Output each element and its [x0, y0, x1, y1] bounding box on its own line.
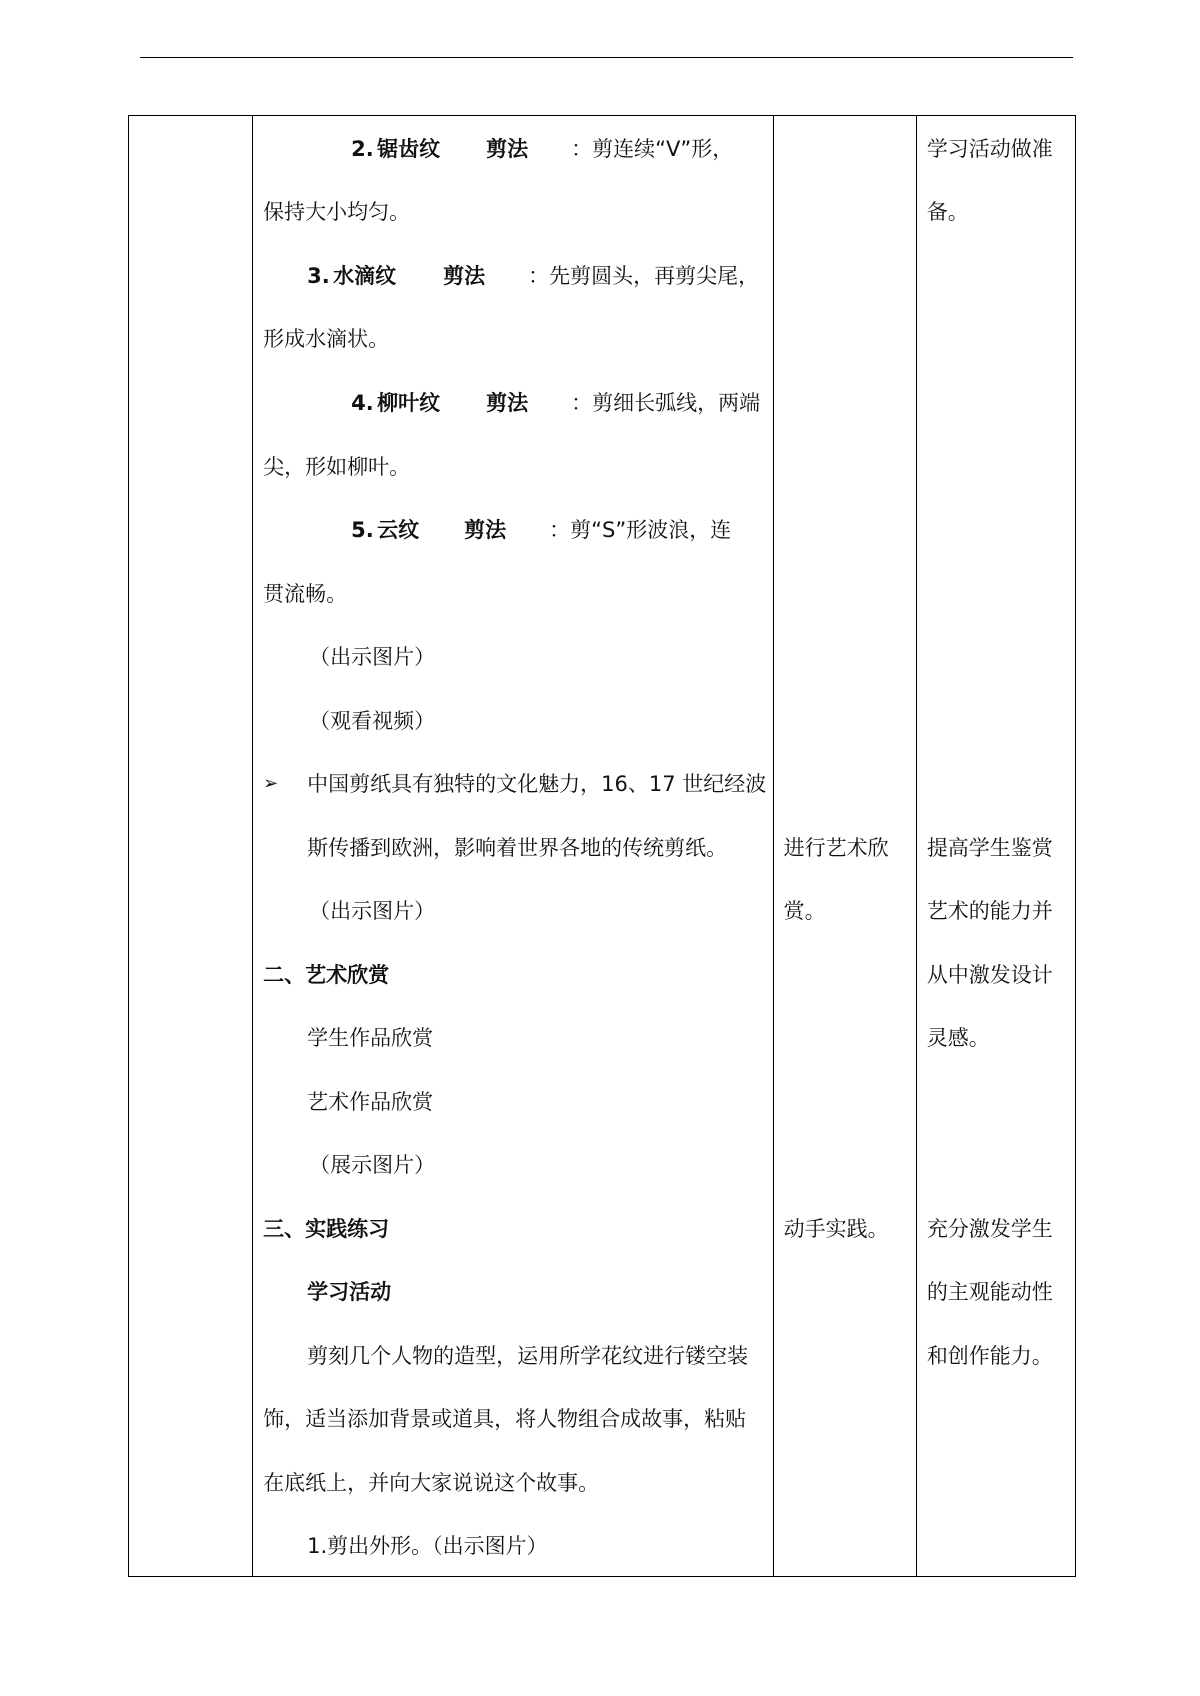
content-line: 贯流畅。	[263, 582, 348, 606]
content-line: 斯传播到欧洲，影响着世界各地的传统剪纸。	[307, 836, 728, 860]
cut-method-label: 剪法	[443, 264, 486, 288]
intent-line: 学习活动做准	[926, 137, 1053, 161]
pattern-name: 锯齿纹	[377, 137, 441, 161]
stage-cell	[129, 116, 253, 1577]
activity-line: 进行艺术欣	[783, 836, 889, 860]
cut-method-label: 剪法	[486, 391, 529, 415]
pattern-name: 水滴纹	[333, 264, 397, 288]
activity-line: 赏。	[783, 899, 826, 923]
section-heading: 三、实践练习	[263, 1217, 390, 1241]
activity-heading: 学习活动	[307, 1280, 392, 1304]
content-line: （出示图片）	[309, 645, 436, 669]
activity-line: 动手实践。	[783, 1217, 889, 1241]
content-line: （出示图片）	[309, 899, 436, 923]
cut-method-label: 剪法	[486, 137, 529, 161]
content-line: 中国剪纸具有独特的文化魅力，16、17 世纪经波	[307, 772, 767, 796]
intent-line: 从中激发设计	[926, 963, 1053, 987]
content-line: （观看视频）	[309, 709, 436, 733]
pattern-number: 4.	[351, 391, 374, 415]
pattern-name: 云纹	[377, 518, 420, 542]
arrow-bullet-icon: ➢	[263, 773, 279, 794]
pattern-number: 3.	[307, 264, 330, 288]
intent-line: 提高学生鉴赏	[926, 836, 1053, 860]
cut-method-text: ：剪细长弧线，两端	[571, 391, 761, 415]
cut-method-text: ：剪连续“V”形，	[571, 137, 734, 161]
intent-line: 备。	[926, 200, 969, 224]
content-line: 学生作品欣赏	[307, 1026, 434, 1050]
intent-line: 和创作能力。	[926, 1344, 1053, 1368]
content-line: 艺术作品欣赏	[307, 1090, 434, 1114]
intent-line: 艺术的能力并	[926, 899, 1053, 923]
lesson-plan-table	[128, 115, 1076, 1577]
content-line: 尖，形如柳叶。	[263, 455, 411, 479]
section-heading: 二、艺术欣赏	[263, 963, 390, 987]
content-line: （展示图片）	[309, 1153, 436, 1177]
cut-method-label: 剪法	[464, 518, 507, 542]
content-line: 形成水滴状。	[263, 327, 390, 351]
table-row	[129, 116, 1076, 1577]
content-line: 剪刻几个人物的造型，运用所学花纹进行镂空装	[307, 1344, 749, 1368]
intent-line: 充分激发学生	[926, 1217, 1053, 1241]
student-activity-cell	[773, 116, 916, 1577]
pattern-number: 5.	[351, 518, 374, 542]
cut-method-text: ：先剪圆头，再剪尖尾，	[528, 264, 760, 288]
header-rule	[140, 57, 1073, 58]
teaching-content-cell	[253, 116, 774, 1577]
content-line: 在底纸上，并向大家说说这个故事。	[263, 1471, 600, 1495]
intent-line: 灵感。	[926, 1026, 990, 1050]
content-line: 1.剪出外形。（出示图片）	[307, 1534, 548, 1558]
pattern-number: 2.	[351, 137, 374, 161]
content-line: 保持大小均匀。	[263, 200, 411, 224]
cut-method-text: ：剪“S”形波浪，连	[549, 518, 732, 542]
intent-line: 的主观能动性	[926, 1280, 1053, 1304]
pattern-name: 柳叶纹	[377, 391, 441, 415]
content-line: 饰，适当添加背景或道具，将人物组合成故事，粘贴	[263, 1407, 747, 1431]
design-intent-cell	[916, 116, 1075, 1577]
